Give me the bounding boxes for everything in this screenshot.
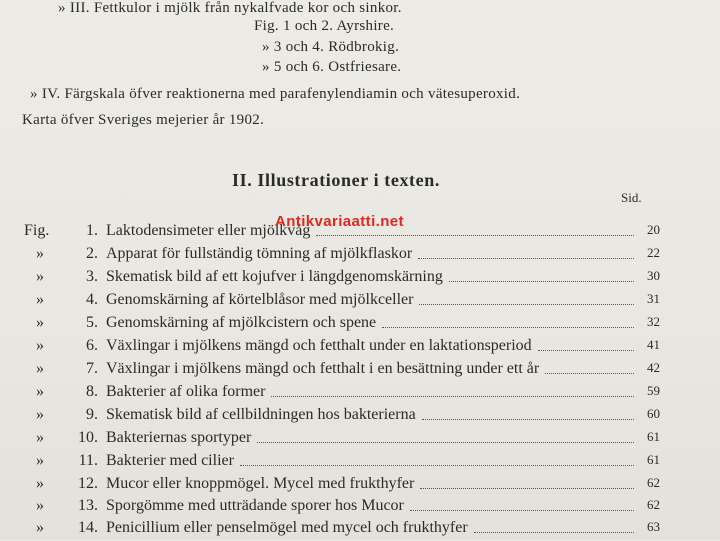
page-number: 22 bbox=[647, 245, 660, 260]
header-line-map: Karta öfver Sveriges mejerier år 1902. bbox=[22, 112, 265, 128]
header-line-plate-3: » III. Fettkulor i mjölk från nykalfvade kor och sinkor. bbox=[58, 0, 402, 16]
list-item bbox=[24, 429, 664, 451]
row-lead: Fig. bbox=[24, 222, 50, 239]
figure-title: Bakterier af olika former bbox=[106, 383, 266, 400]
figure-number: 5. bbox=[86, 314, 98, 331]
row-lead: » bbox=[36, 519, 44, 536]
row-lead: » bbox=[36, 475, 44, 492]
leader-dots bbox=[271, 396, 634, 397]
leader-dots bbox=[474, 532, 634, 533]
list-item bbox=[24, 314, 664, 336]
header-line-fig-3-4: » 3 och 4. Rödbrokig. bbox=[262, 39, 400, 55]
page-number: 20 bbox=[647, 222, 660, 237]
figure-title: Penicillium eller penselmögel med mycel och frukthyfer bbox=[106, 519, 468, 536]
section-title: II. Illustrationer i texten. bbox=[232, 170, 440, 190]
page-column-label: Sid. bbox=[621, 190, 642, 205]
figure-number: 1. bbox=[86, 222, 98, 239]
row-lead: » bbox=[36, 406, 44, 423]
figure-title: Skematisk bild af cellbildningen hos bakterierna bbox=[106, 406, 416, 423]
list-item bbox=[24, 452, 664, 474]
row-lead: » bbox=[36, 360, 44, 377]
figure-title: Skematisk bild af ett kojufver i längdgenomskärning bbox=[106, 268, 443, 285]
header-line-fig-5-6: » 5 och 6. Ostfriesare. bbox=[262, 59, 402, 75]
list-item bbox=[24, 268, 664, 290]
figure-title: Växlingar i mjölkens mängd och fetthalt under en laktationsperiod bbox=[106, 337, 532, 354]
row-lead: » bbox=[36, 429, 44, 446]
figure-title: Laktodensimeter eller mjölkvåg bbox=[106, 222, 311, 239]
leader-dots bbox=[545, 373, 634, 374]
figure-title: Bakterier med cilier bbox=[106, 452, 234, 469]
header-line-plate-4: » IV. Färgskala öfver reaktionerna med parafenylendiamin och vätesuperoxid. bbox=[30, 86, 521, 102]
list-item bbox=[24, 245, 664, 267]
page-number: 61 bbox=[647, 429, 660, 444]
list-item bbox=[24, 519, 664, 541]
figure-number: 6. bbox=[86, 337, 98, 354]
figure-number: 13. bbox=[78, 497, 98, 514]
leader-dots bbox=[538, 350, 634, 351]
figure-number: 9. bbox=[86, 406, 98, 423]
list-item bbox=[24, 475, 664, 497]
leader-dots bbox=[420, 488, 634, 489]
row-lead: » bbox=[36, 291, 44, 308]
list-item bbox=[24, 497, 664, 519]
row-lead: » bbox=[36, 337, 44, 354]
list-item bbox=[24, 291, 664, 313]
list-item bbox=[24, 406, 664, 428]
figure-title: Genomskärning af mjölkcistern och spene bbox=[106, 314, 377, 331]
page-number: 30 bbox=[647, 268, 660, 283]
row-lead: » bbox=[36, 497, 44, 514]
watermark: Antikvariaatti.net bbox=[275, 213, 404, 230]
row-lead: » bbox=[36, 314, 44, 331]
leader-dots bbox=[422, 419, 634, 420]
figure-title: Mucor eller knoppmögel. Mycel med frukthyfer bbox=[106, 475, 415, 492]
figure-title: Växlingar i mjölkens mängd och fetthalt i en besättning under ett år bbox=[106, 360, 540, 377]
leader-dots bbox=[418, 258, 634, 259]
figure-number: 10. bbox=[78, 429, 98, 446]
page-number: 31 bbox=[647, 291, 660, 306]
leader-dots bbox=[449, 281, 634, 282]
page-number: 59 bbox=[647, 383, 660, 398]
row-lead: » bbox=[36, 245, 44, 262]
leader-dots bbox=[257, 442, 634, 443]
figure-title: Apparat för fullständig tömning af mjölkflaskor bbox=[106, 245, 413, 262]
leader-dots bbox=[410, 510, 634, 511]
page-number: 42 bbox=[647, 360, 660, 375]
figure-title: Sporgömme med utträdande sporer hos Mucor bbox=[106, 497, 404, 514]
figure-number: 3. bbox=[86, 268, 98, 285]
row-lead: » bbox=[36, 383, 44, 400]
figure-number: 12. bbox=[78, 475, 98, 492]
page-number: 62 bbox=[647, 497, 660, 512]
figure-title: Bakteriernas sportyper bbox=[106, 429, 252, 446]
page-number: 63 bbox=[647, 519, 660, 534]
figure-number: 11. bbox=[78, 452, 98, 469]
leader-dots bbox=[240, 465, 634, 466]
figure-number: 4. bbox=[86, 291, 98, 308]
page-number: 61 bbox=[647, 452, 660, 467]
leader-dots bbox=[419, 304, 634, 305]
figure-number: 2. bbox=[86, 245, 98, 262]
page-number: 62 bbox=[647, 475, 660, 490]
page-number: 41 bbox=[647, 337, 660, 352]
list-item bbox=[24, 383, 664, 405]
leader-dots bbox=[316, 235, 634, 236]
header-line-fig-1-2: Fig. 1 och 2. Ayrshire. bbox=[254, 18, 395, 34]
row-lead: » bbox=[36, 268, 44, 285]
figure-number: 7. bbox=[86, 360, 98, 377]
leader-dots bbox=[382, 327, 634, 328]
figure-number: 14. bbox=[78, 519, 98, 536]
page-number: 60 bbox=[647, 406, 660, 421]
row-lead: » bbox=[36, 452, 44, 469]
list-item bbox=[24, 360, 664, 382]
figure-number: 8. bbox=[86, 383, 98, 400]
page-number: 32 bbox=[647, 314, 660, 329]
list-item bbox=[24, 337, 664, 359]
figure-title: Genomskärning af körtelblåsor med mjölkceller bbox=[106, 291, 414, 308]
